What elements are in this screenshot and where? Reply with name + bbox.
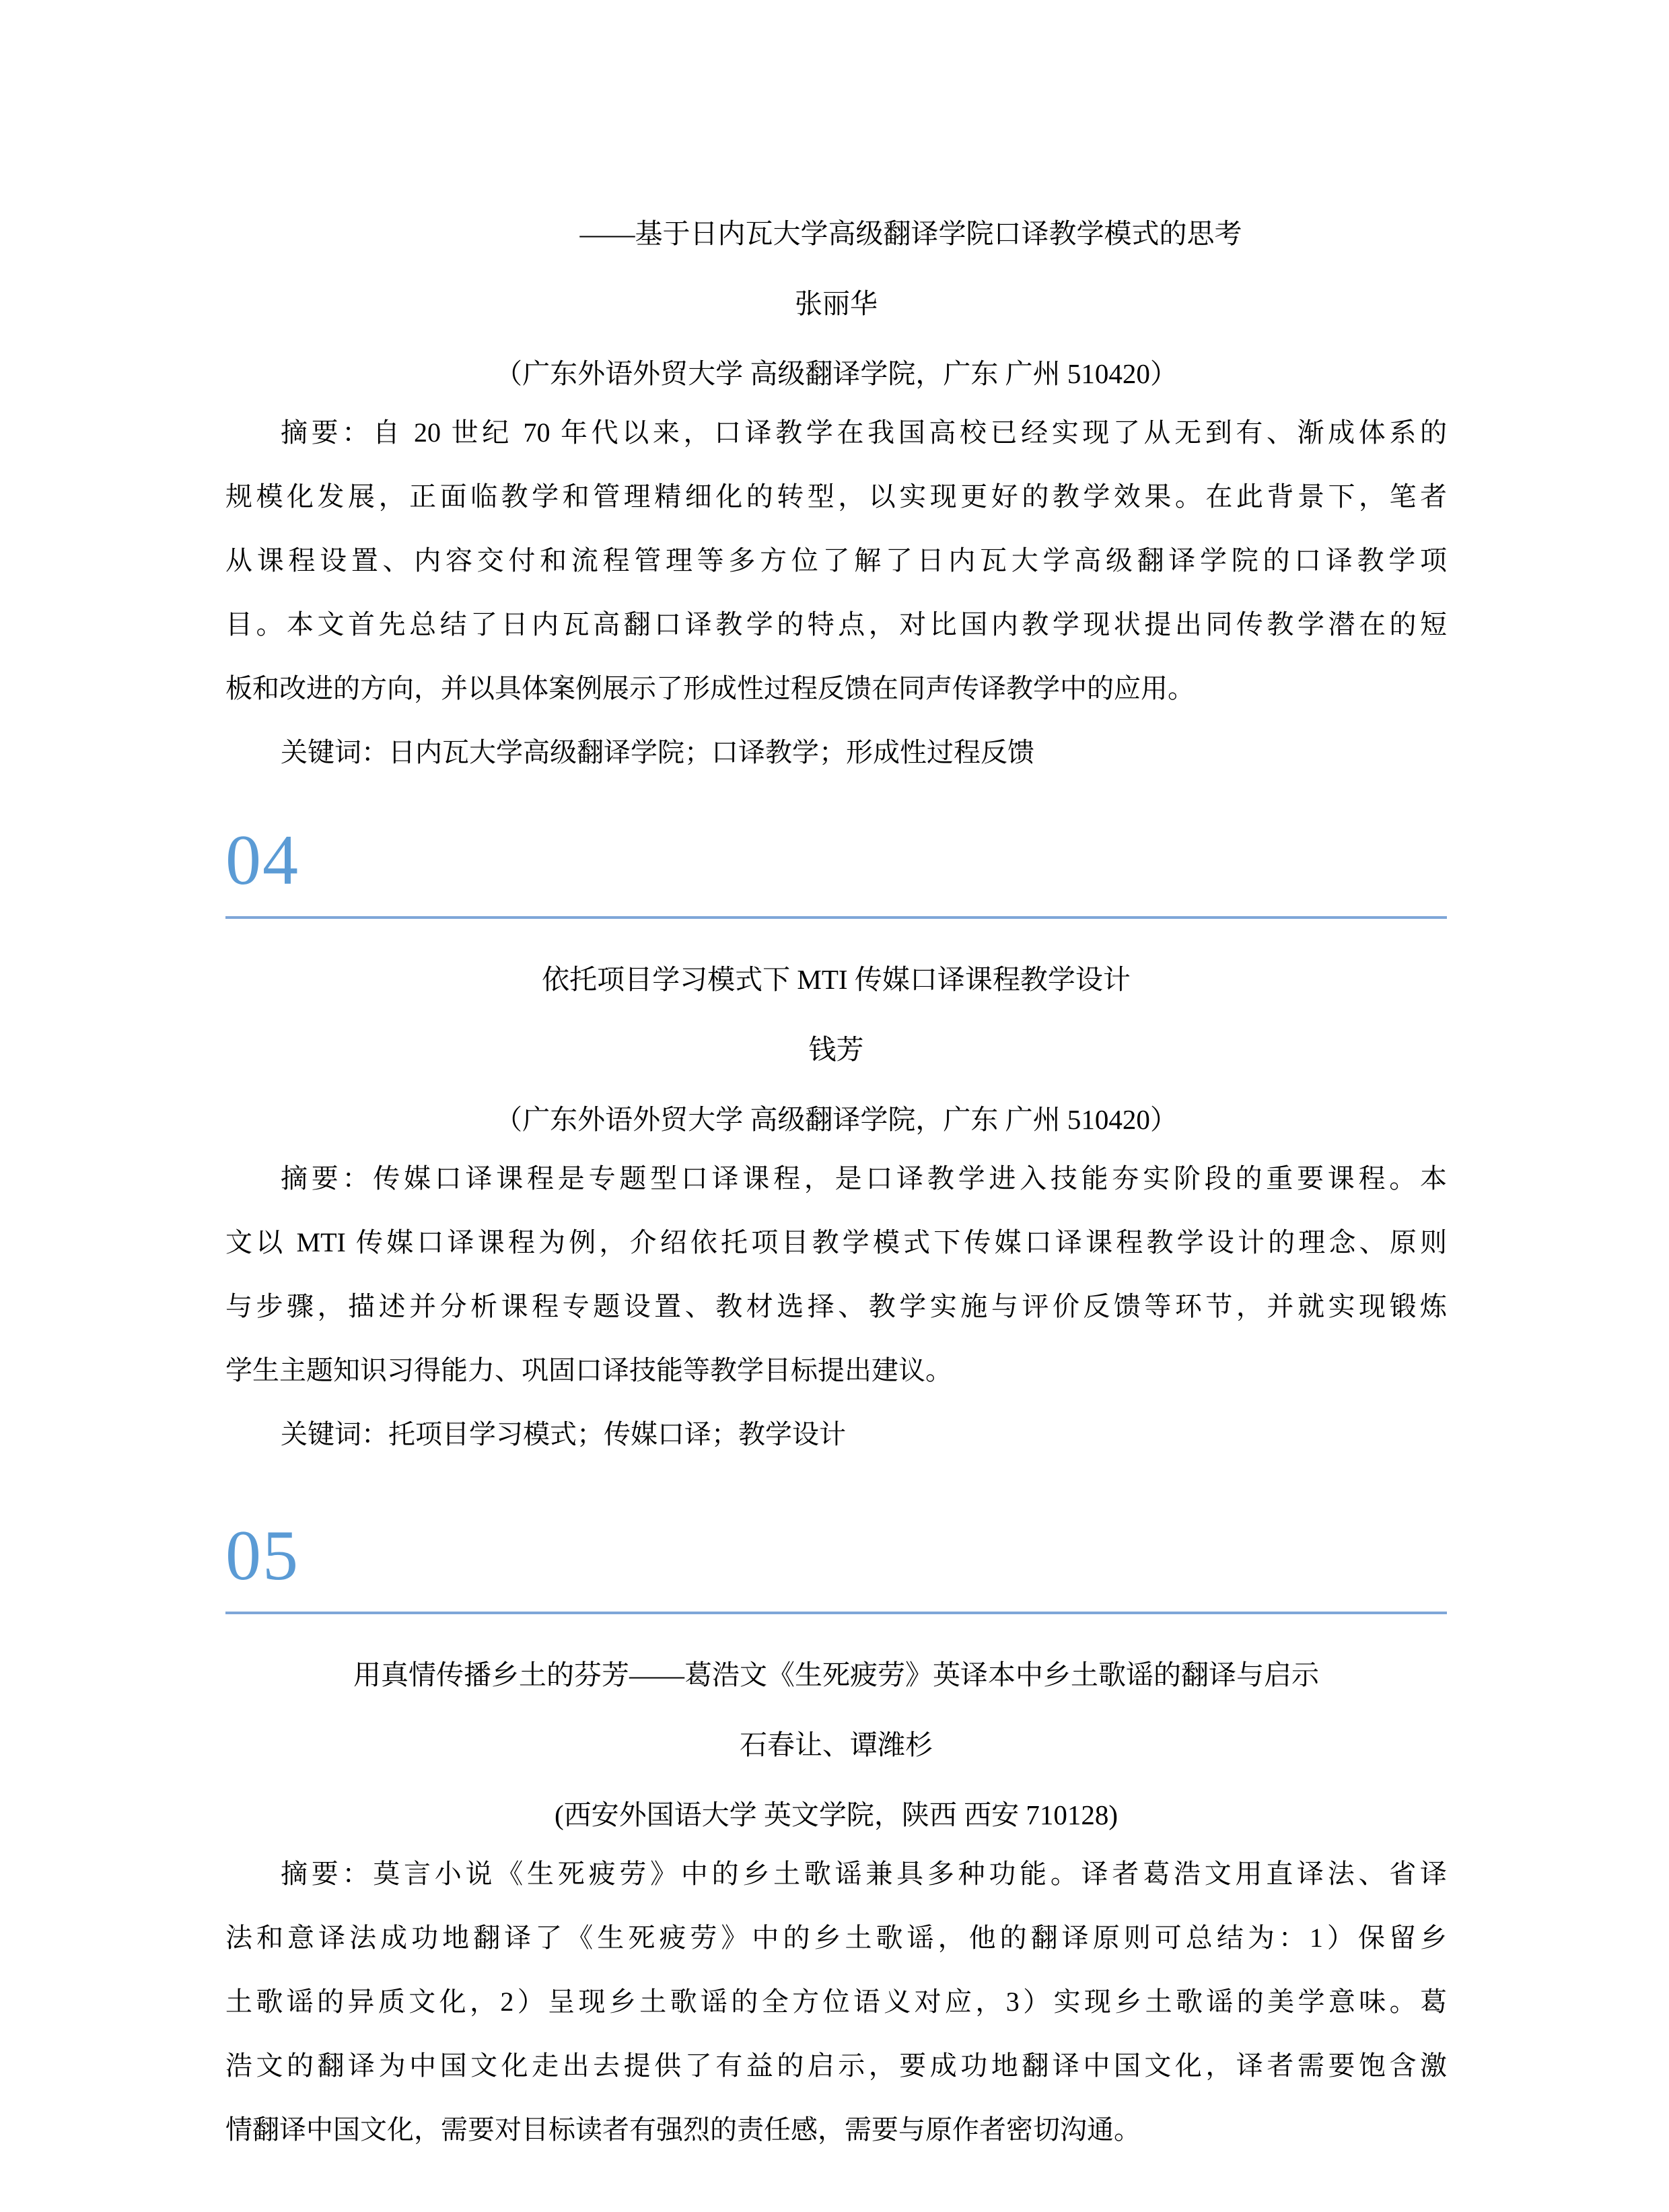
abstract-line: 板和改进的方向，并以具体案例展示了形成性过程反馈在同声传译教学中的应用。 xyxy=(225,673,1195,703)
abstract-line: 从课程设置、内容交付和流程管理等多方位了解了日内瓦大学高级翻译学院的口译教学项 xyxy=(225,545,1447,576)
abstract-line: 摘要：莫言小说《生死疲劳》中的乡土歌谣兼具多种功能。译者葛浩文用直译法、省译 xyxy=(281,1859,1447,1889)
author-line: 张丽华 xyxy=(795,288,878,319)
abstract xyxy=(225,1842,1447,2162)
abstract xyxy=(225,401,1447,720)
article-section xyxy=(225,199,1447,784)
section-divider xyxy=(225,916,1447,919)
abstract-line: 摘要：自 20 世纪 70 年代以来，口译教学在我国高校已经实现了从无到有、渐成体系的 xyxy=(281,417,1447,448)
section-number: 04 xyxy=(225,821,299,899)
abstract xyxy=(225,1146,1447,1402)
section-divider xyxy=(225,1612,1447,1614)
article-section xyxy=(225,821,1447,1466)
author-line: 石春让、谭潍杉 xyxy=(740,1729,933,1760)
abstract-line: 法和意译法成功地翻译了《生死疲劳》中的乡土歌谣，他的翻译原则可总结为：1）保留乡 xyxy=(225,1923,1447,1953)
abstract-line: 土歌谣的异质文化，2）呈现乡土歌谣的全方位语义对应，3）实现乡土歌谣的美学意味。葛 xyxy=(225,1986,1447,2017)
affiliation-line: (西安外国语大学 英文学院，陕西 西安 710128) xyxy=(554,1799,1118,1830)
article-title: 用真情传播乡土的芬芳——葛浩文《生死疲劳》英译本中乡土歌谣的翻译与启示 xyxy=(353,1659,1319,1690)
abstract-line: 情翻译中国文化，需要对目标读者有强烈的责任感，需要与原作者密切沟通。 xyxy=(225,2114,1141,2145)
abstract-line: 学生主题知识习得能力、巩固口译技能等教学目标提出建议。 xyxy=(225,1355,952,1385)
article-title: 依托项目学习模式下 MTI 传媒口译课程教学设计 xyxy=(542,964,1131,995)
abstract-line: 目。本文首先总结了日内瓦高翻口译教学的特点，对比国内教学现状提出同传教学潜在的短 xyxy=(225,609,1447,640)
keywords-line: 关键词：托项目学习模式；传媒口译；教学设计 xyxy=(281,1419,846,1449)
abstract-line: 规模化发展，正面临教学和管理精细化的转型，以实现更好的教学效果。在此背景下，笔者 xyxy=(225,481,1447,512)
author-line: 钱芳 xyxy=(808,1034,864,1065)
article-subtitle: ——基于日内瓦大学高级翻译学院口译教学模式的思考 xyxy=(579,218,1242,249)
affiliation-line: （广东外语外贸大学 高级翻译学院，广东 广州 510420） xyxy=(495,358,1178,389)
abstract-line: 与步骤，描述并分析课程专题设置、教材选择、教学实施与评价反馈等环节，并就实现锻炼 xyxy=(225,1291,1447,1321)
abstract-line: 文以 MTI 传媒口译课程为例，介绍依托项目教学模式下传媒口译课程教学设计的理念、原则 xyxy=(225,1227,1447,1257)
article-section xyxy=(225,1516,1447,2162)
abstract-line: 摘要：传媒口译课程是专题型口译课程，是口译教学进入技能夯实阶段的重要课程。本 xyxy=(281,1163,1447,1194)
keywords-line: 关键词：日内瓦大学高级翻译学院；口译教学；形成性过程反馈 xyxy=(281,737,1034,767)
section-number: 05 xyxy=(225,1516,299,1595)
abstract-line: 浩文的翻译为中国文化走出去提供了有益的启示，要成功地翻译中国文化，译者需要饱含激 xyxy=(225,2050,1447,2081)
affiliation-line: （广东外语外贸大学 高级翻译学院，广东 广州 510420） xyxy=(495,1104,1178,1135)
